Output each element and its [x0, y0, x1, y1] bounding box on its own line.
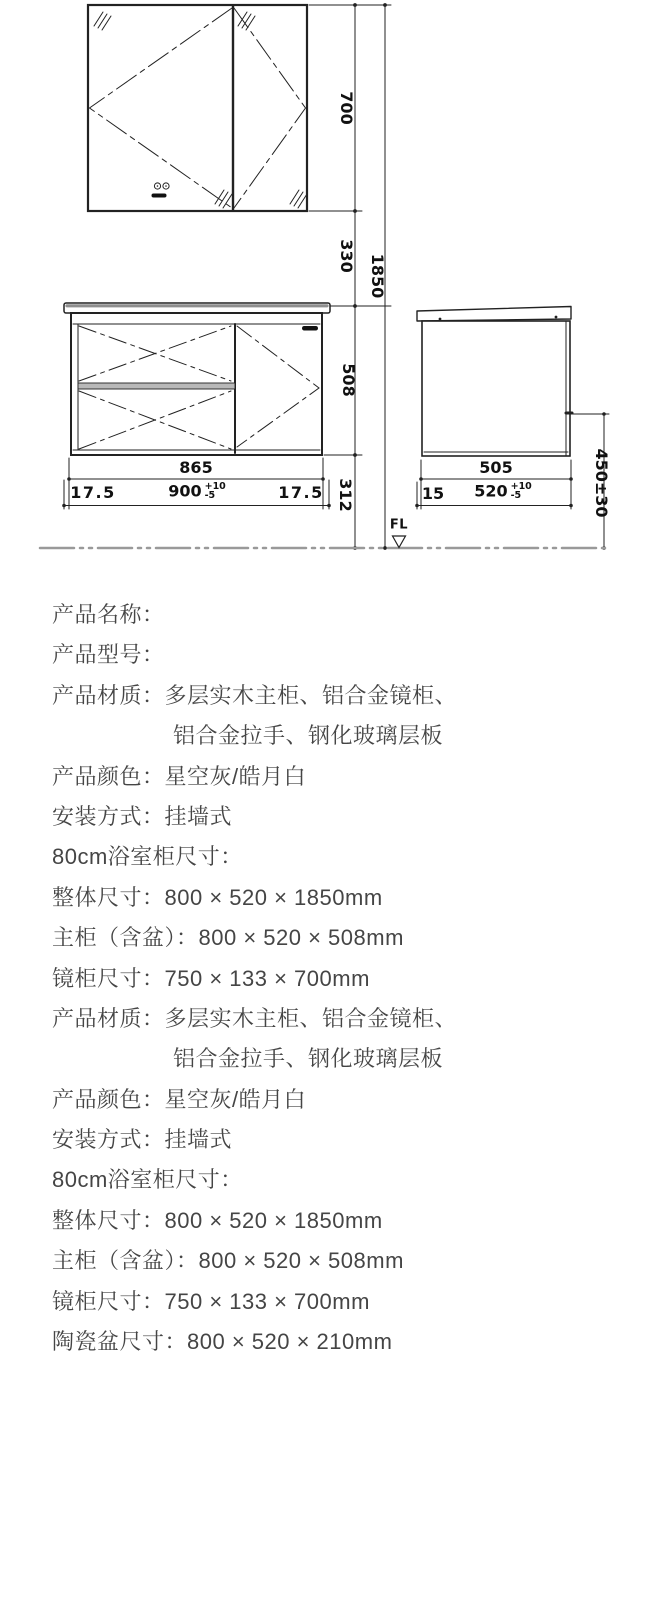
- dim-label-overhang-right: 17.5: [278, 483, 324, 502]
- glass-shelf: [78, 383, 235, 389]
- dim-label-overall-height: 1850: [368, 253, 387, 299]
- tolerance-stack: +10 -5: [510, 481, 532, 501]
- floor-line: [40, 536, 608, 548]
- spec-line-overall-size: 整体尺寸：800 × 520 × 1850mm: [52, 884, 383, 910]
- spec-line-size-heading-2: 80cm浴室柜尺寸：: [52, 1167, 243, 1193]
- dim-label-overhang-left: 17.5: [70, 483, 116, 502]
- spec-line-product-model: 产品型号：: [52, 642, 165, 668]
- product-specs: [52, 595, 632, 1362]
- spec-line-main-cabinet-size: 主柜（含盆）：800 × 520 × 508mm: [52, 925, 404, 951]
- spec-line-mirror-size-2: 镜柜尺寸：750 × 133 × 700mm: [52, 1288, 370, 1314]
- spec-line-material-cont: 铝合金拉手、钢化玻璃层板: [173, 723, 444, 749]
- dim-label-basin-height: 450±30: [592, 448, 611, 518]
- dim-label-body-depth: 505: [479, 458, 513, 477]
- dim-label-mirror-gap: 330: [337, 239, 356, 273]
- tolerance-stack: +10 -5: [204, 481, 226, 501]
- spec-line-overall-size-2: 整体尺寸：800 × 520 × 1850mm: [52, 1207, 383, 1233]
- spec-line-material-2: 产品材质：多层实木主柜、铝合金镜柜、: [52, 1005, 458, 1031]
- side-view-drawing: [417, 307, 572, 457]
- dim-label-overall-depth: 520 +10 -5: [474, 481, 532, 501]
- spec-line-install: 安装方式：挂墙式: [52, 803, 233, 829]
- spec-line-mirror-size: 镜柜尺寸：750 × 133 × 700mm: [52, 965, 370, 991]
- spec-line-product-name: 产品名称：: [52, 602, 165, 627]
- spec-line-install-2: 安装方式：挂墙式: [52, 1127, 233, 1153]
- dim-label-under-clearance: 312: [336, 478, 355, 512]
- dim-label-depth-offset: 15: [421, 484, 445, 503]
- mirror-cabinet-drawing: [88, 5, 307, 211]
- floor-level-triangle-icon: [393, 536, 406, 548]
- spec-line-material: 产品材质：多层实木主柜、铝合金镜柜、: [52, 682, 458, 708]
- dim-label-overall-width: 900 +10 -5: [168, 481, 226, 501]
- dim-label-body-width: 865: [179, 458, 213, 477]
- spec-line-ceramic-basin-size: 陶瓷盆尺寸：800 × 520 × 210mm: [52, 1329, 393, 1355]
- spec-line-size-heading: 80cm浴室柜尺寸：: [52, 844, 243, 870]
- dim-label-cabinet-height: 508: [339, 363, 358, 397]
- main-cabinet-front-drawing: [64, 303, 330, 455]
- spec-line-main-cabinet-size-2: 主柜（含盆）：800 × 520 × 508mm: [52, 1248, 404, 1274]
- floor-level-label: FL: [389, 517, 409, 533]
- spec-line-color: 产品颜色：星空灰/皓月白: [52, 763, 307, 789]
- spec-line-color-2: 产品颜色：星空灰/皓月白: [52, 1086, 307, 1112]
- spec-line-material-2-cont: 铝合金拉手、钢化玻璃层板: [173, 1046, 444, 1072]
- door-handle-icon: [302, 326, 318, 331]
- technical-drawing: [0, 0, 657, 575]
- dim-label-mirror-height: 700: [337, 91, 356, 125]
